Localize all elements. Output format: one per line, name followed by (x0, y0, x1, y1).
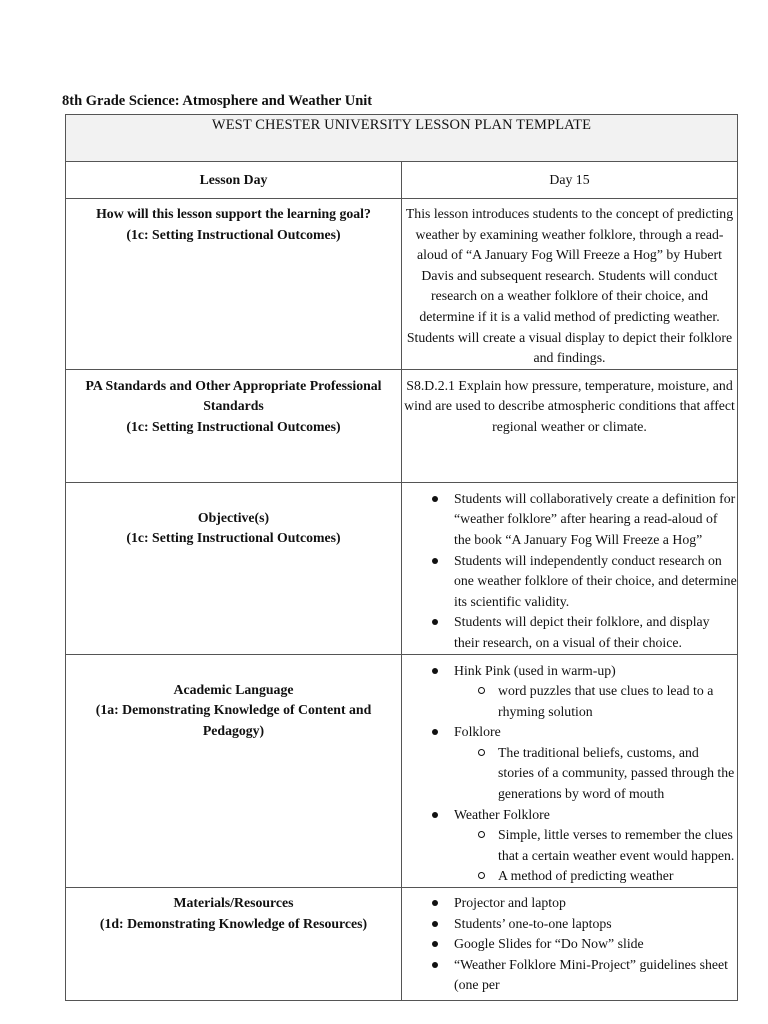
materials-cell (402, 888, 738, 1001)
lesson-plan-table (65, 114, 738, 1001)
lesson-day-row (66, 162, 738, 199)
list-item (454, 805, 737, 887)
academic-language-label-cell (66, 654, 402, 888)
academic-language-row (66, 654, 738, 888)
materials-sub: (1d: Demonstrating Knowledge of Resources) (99, 915, 368, 931)
sub-list-item: word puzzles that use clues to lead to a rhyming solution (498, 681, 737, 722)
academic-language-label: Academic Language (173, 681, 294, 697)
learning-goal-text: This lesson introduces students to the concept of predicting weather by examining weather folklore, through a read-aloud of “A January Fog Will Freeze a Hog” by Hubert Davis and subsequent research. Students will conduct research on a weather folklore of their choice, and determine if it is a valid method of predicting weather. Students will create a visual display to depict their folklore and findings. (402, 199, 738, 370)
term: Hink Pink (used in warm-up) (454, 662, 616, 678)
sub-list (454, 743, 737, 805)
objectives-row (66, 482, 738, 654)
standards-row (66, 369, 738, 482)
materials-label: Materials/Resources (173, 895, 294, 911)
standards-text: S8.D.2.1 Explain how pressure, temperature, moisture, and wind are used to describe atmospheric conditions that affect regional weather or climate. (402, 369, 738, 482)
list-item: “Weather Folklore Mini-Project” guidelines sheet (one per (454, 955, 737, 996)
list-item (454, 722, 737, 804)
academic-language-cell (402, 654, 738, 888)
learning-goal-label: How will this lesson support the learning goal? (96, 206, 371, 221)
objectives-sub: (1c: Setting Instructional Outcomes) (126, 530, 341, 546)
materials-row (66, 888, 738, 1001)
objectives-label: Objective(s) (197, 509, 270, 525)
sub-list-item: Simple, little verses to remember the clues that a certain weather event would happen. (498, 825, 737, 866)
academic-language-sub: (1a: Demonstrating Knowledge of Content and Pedagogy) (95, 702, 372, 738)
table-banner: WEST CHESTER UNIVERSITY LESSON PLAN TEMPLATE (66, 115, 738, 162)
learning-goal-row (66, 199, 738, 370)
materials-list (402, 893, 737, 996)
sub-list-item: The traditional beliefs, customs, and stories of a community, passed through the generations by word of mouth (498, 743, 737, 805)
banner-row (66, 115, 738, 162)
sub-list-item: A method of predicting weather (498, 866, 737, 887)
standards-label: PA Standards and Other Appropriate Professional Standards (85, 377, 382, 414)
sub-list (454, 681, 737, 722)
sub-list (454, 825, 737, 887)
list-item: Students will depict their folklore, and display their research, on a visual of their choice. (454, 612, 737, 653)
learning-goal-label-cell (66, 199, 402, 370)
list-item: Students’ one-to-one laptops (454, 914, 737, 935)
term: Folklore (454, 724, 501, 740)
list-item: Students will independently conduct research on one weather folklore of their choice, and determine its scientific validity. (454, 551, 737, 613)
list-item: Google Slides for “Do Now” slide (454, 934, 737, 955)
list-item: Projector and laptop (454, 893, 737, 914)
objectives-cell (402, 482, 738, 654)
lesson-day-label: Lesson Day (66, 162, 402, 199)
document-title: 8th Grade Science: Atmosphere and Weather Unit (62, 93, 373, 109)
academic-language-list (402, 661, 737, 888)
materials-label-cell (66, 888, 402, 1001)
list-item: Students will collaboratively create a definition for “weather folklore” after hearing a read-aloud of the book “A January Fog Will Freeze a Hog” (454, 489, 737, 551)
standards-label-cell (66, 369, 402, 482)
objectives-label-cell (66, 482, 402, 654)
standards-sub: (1c: Setting Instructional Outcomes) (126, 418, 341, 434)
learning-goal-sub: (1c: Setting Instructional Outcomes) (126, 226, 341, 242)
objectives-list (402, 489, 737, 654)
term: Weather Folklore (454, 806, 550, 822)
lesson-day-value: Day 15 (402, 162, 738, 199)
list-item (454, 661, 737, 723)
